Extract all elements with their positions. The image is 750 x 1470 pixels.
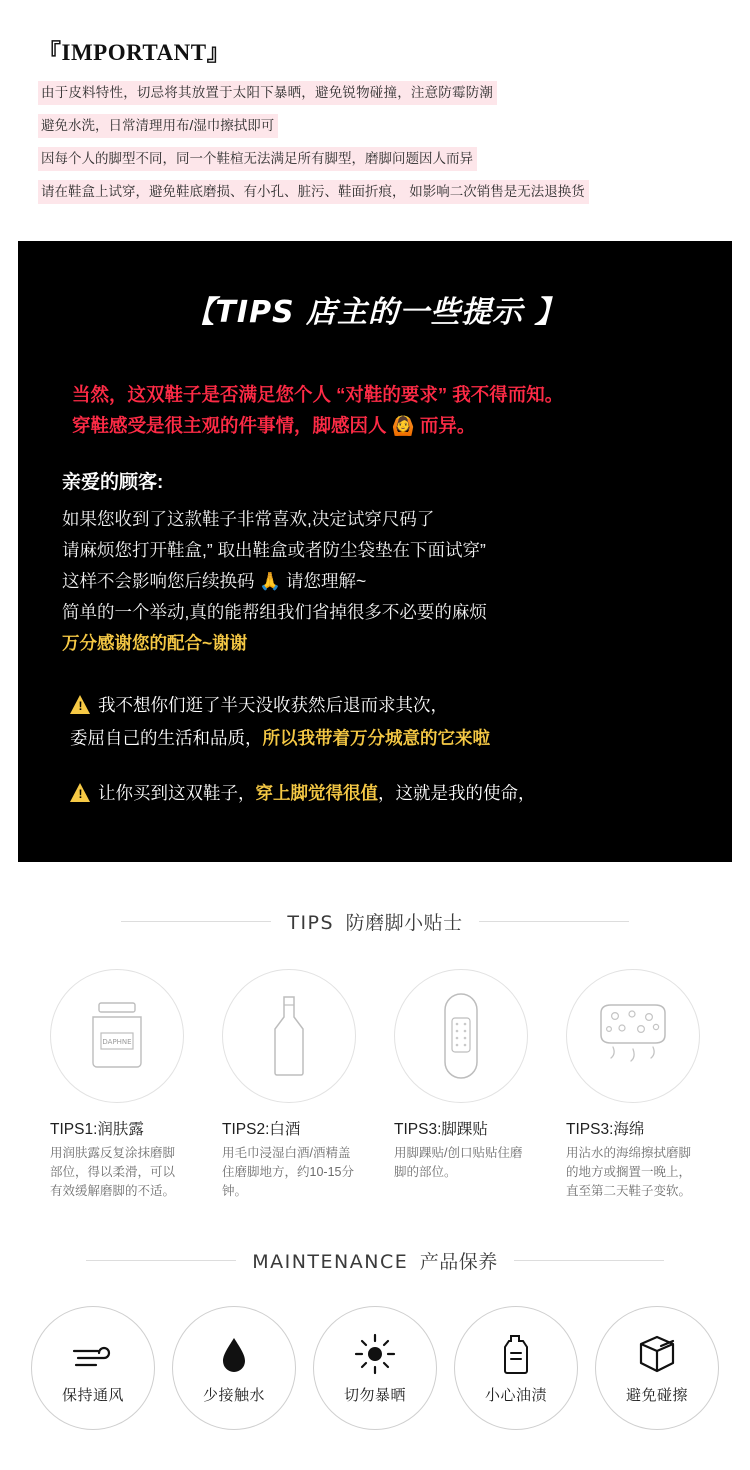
warning-line-2 — [70, 722, 732, 755]
tip-icon-circle — [394, 969, 528, 1103]
tips-items-row — [0, 961, 750, 1201]
customer-title: 亲爱的顾客: — [62, 472, 164, 493]
customer-line-thanks: 万分感谢您的配合~谢谢 — [62, 633, 248, 653]
tip-desc: 用沾水的海绵擦拭磨脚的地方或搁置一晚上，直至第二天鞋子变软。 — [566, 1146, 692, 1198]
customer-line: 这样不会影响您后续换码 🙏 请您理解~ — [62, 571, 367, 591]
warning-line-3 — [70, 777, 732, 810]
maintenance-icon-wrap — [70, 1331, 116, 1375]
liquor-bottle-icon — [262, 993, 316, 1079]
maintenance-icon-wrap — [499, 1331, 533, 1375]
divider-right — [514, 1260, 664, 1261]
warning-text-highlight: 所以我带着万分城意的它来啦 — [262, 728, 490, 748]
svg-text:DAPHNE: DAPHNE — [102, 1038, 132, 1046]
warning-text-tail: ，这就是我的使命， — [378, 783, 536, 803]
tip-name: TIPS1:润肤露 — [50, 1121, 144, 1138]
tips-red-line: 穿鞋感受是很主观的件事情，脚感因人 🙆 而异。 — [72, 415, 476, 436]
warning-text-plain: 委屈自己的生活和品质， — [70, 728, 263, 748]
anti-blister-tips-section — [0, 908, 750, 1201]
wind-icon — [70, 1341, 116, 1375]
customer-line: 如果您收到了这款鞋子非常喜欢,决定试穿尺码了 — [62, 509, 435, 529]
tip-name: TIPS3:脚踝贴 — [394, 1121, 488, 1138]
customer-block — [18, 467, 732, 659]
sponge-icon — [591, 999, 675, 1073]
tips-section-title — [271, 908, 478, 935]
important-list — [38, 81, 750, 213]
divider-right — [479, 921, 629, 922]
lotion-jar-icon — [81, 997, 153, 1075]
tip-name: TIPS2:白酒 — [222, 1121, 301, 1138]
tip-desc: 用润肤露反复涂抹磨脚部位，得以柔滑，可以有效缓解磨脚的不适。 — [50, 1146, 176, 1198]
warning-text-plain: 让你买到这双鞋子， — [98, 783, 256, 803]
customer-line: 简单的一个举动,真的能帮组我们省掉很多不必要的麻烦 — [62, 602, 487, 622]
tip-item — [222, 969, 356, 1201]
tips-panel-heading: 【TIPS 店主的一些提示 】 — [184, 295, 566, 330]
tips-section-title-cn: 防磨脚小贴士 — [345, 913, 463, 934]
tips-section-header — [0, 908, 750, 935]
tip-item — [50, 969, 184, 1201]
tip-name: TIPS3:海绵 — [566, 1121, 645, 1138]
maintenance-icon-wrap — [637, 1331, 677, 1375]
tips-section-title-en: TIPS — [287, 912, 335, 934]
divider-left — [121, 921, 271, 922]
box-impact-icon — [637, 1333, 677, 1375]
warning-triangle-icon — [70, 695, 91, 714]
shopkeeper-tips-panel — [18, 241, 732, 862]
tip-icon-circle — [566, 969, 700, 1103]
maintenance-items-row — [0, 1300, 750, 1470]
tips-red-note — [18, 379, 732, 441]
maintenance-section-header — [0, 1247, 750, 1274]
warning-triangle-icon — [70, 783, 91, 802]
water-drop-icon — [217, 1335, 251, 1375]
tip-desc: 用毛巾浸湿白酒/酒精盖住磨脚地方，约10-15分钟。 — [222, 1146, 354, 1198]
maintenance-label: 少接触水 — [202, 1387, 265, 1404]
important-section — [0, 0, 750, 231]
divider-left — [86, 1260, 236, 1261]
tip-icon-circle — [222, 969, 356, 1103]
warning-text: 我不想你们逛了半天没收获然后退而求其次， — [98, 695, 448, 715]
maintenance-title-en: MAINTENANCE — [252, 1251, 409, 1273]
tip-item — [566, 969, 700, 1201]
important-line: 请在鞋盒上试穿，避免鞋底磨损、有小孔、脏污、鞋面折痕， 如影响二次销售是无法退换货 — [38, 180, 589, 204]
important-line: 因每个人的脚型不同，同一个鞋楦无法满足所有脚型，磨脚问题因人而异 — [38, 147, 477, 171]
tips-red-line: 当然，这双鞋子是否满足您个人 “对鞋的要求” 我不得而知。 — [72, 384, 564, 405]
warning-line-1 — [70, 689, 732, 722]
maintenance-item — [454, 1306, 578, 1430]
maintenance-item — [31, 1306, 155, 1430]
maintenance-label: 保持通风 — [61, 1387, 124, 1404]
maintenance-item — [313, 1306, 437, 1430]
maintenance-item — [595, 1306, 719, 1430]
maintenance-label: 避免碰擦 — [625, 1387, 688, 1404]
maintenance-label: 切勿暴晒 — [343, 1387, 406, 1404]
tip-desc: 用脚踝贴/创口贴贴住磨脚的部位。 — [394, 1146, 523, 1179]
maintenance-item — [172, 1306, 296, 1430]
important-line: 避免水洗，日常清理用布/湿巾擦拭即可 — [38, 114, 278, 138]
important-title: 『IMPORTANT』 — [38, 40, 231, 65]
warning-text-highlight: 穿上脚觉得很值 — [255, 783, 378, 803]
important-line: 由于皮料特性，切忌将其放置于太阳下暴晒，避免锐物碰撞，注意防霉防潮 — [38, 81, 497, 105]
tip-icon-circle — [50, 969, 184, 1103]
bandage-icon — [439, 990, 483, 1082]
maintenance-icon-wrap — [354, 1331, 396, 1375]
warning-block — [18, 689, 732, 810]
maintenance-title-cn: 产品保养 — [419, 1252, 498, 1273]
customer-line: 请麻烦您打开鞋盒,” 取出鞋盒或者防尘袋垫在下面试穿” — [62, 540, 486, 560]
maintenance-section-title — [236, 1247, 514, 1274]
maintenance-icon-wrap — [217, 1331, 251, 1375]
maintenance-section — [0, 1247, 750, 1470]
maintenance-label: 小心油渍 — [484, 1387, 547, 1404]
tip-item — [394, 969, 528, 1201]
oil-bottle-icon — [499, 1333, 533, 1375]
sun-icon — [354, 1333, 396, 1375]
